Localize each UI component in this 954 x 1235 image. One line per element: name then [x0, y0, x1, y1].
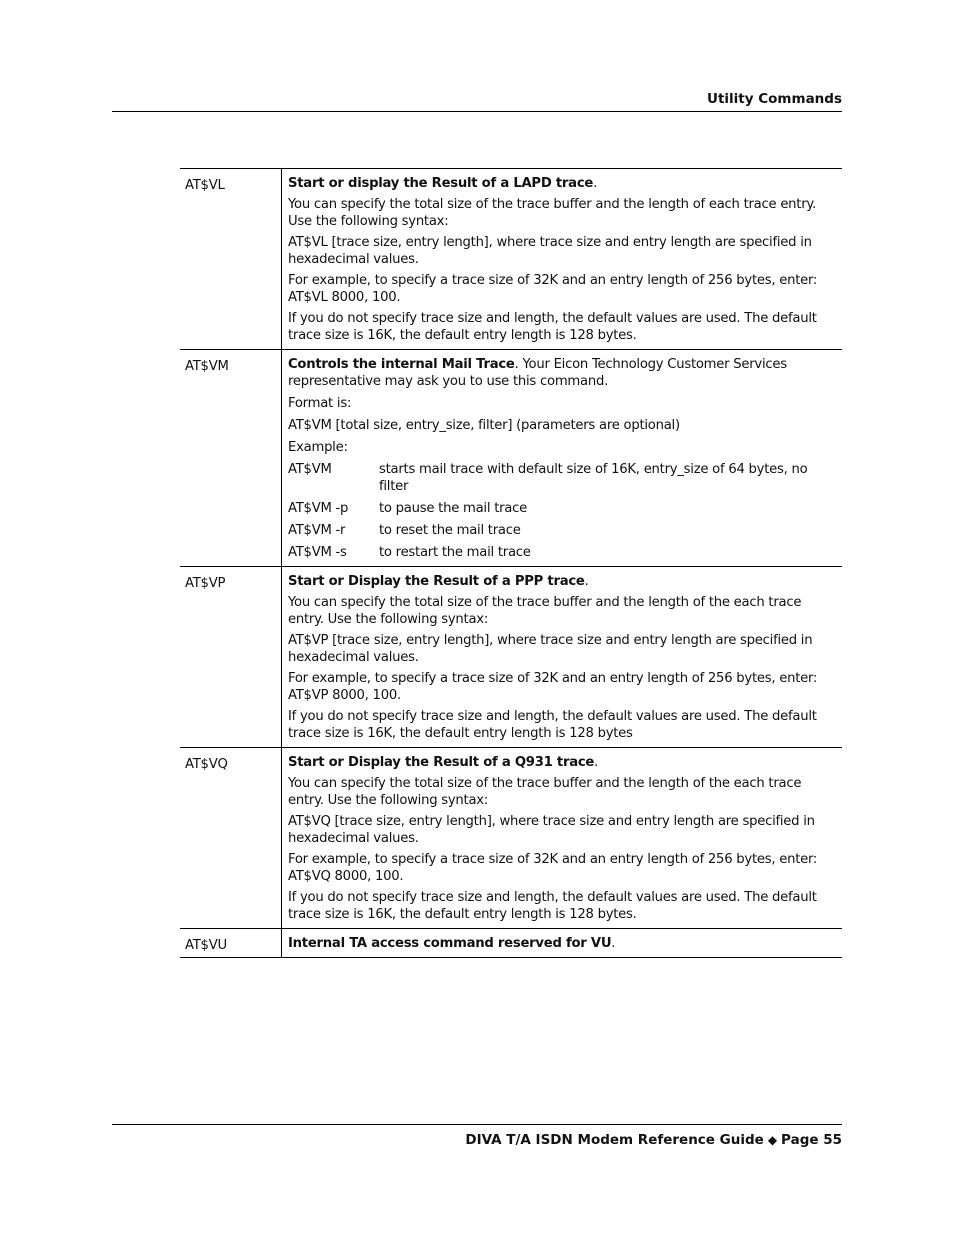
command-description: [282, 748, 843, 929]
command-summary-bold: Start or display the Result of a LAPD trace: [288, 176, 594, 191]
example-label: Example:: [288, 440, 348, 455]
running-header: Utility Commands: [707, 91, 842, 107]
example-row: [288, 544, 834, 561]
example-row: [288, 522, 834, 539]
running-footer: [465, 1132, 842, 1148]
command-summary-rest: .: [611, 936, 616, 951]
default-paragraph: If you do not specify trace size and length, the default values are used. The default trace size is 16K, the default entry length is 128 bytes.: [288, 311, 817, 343]
command-summary-bold: Start or Display the Result of a PPP trace: [288, 574, 585, 589]
command-summary-rest: .: [593, 176, 598, 191]
example-command: AT$VM -r: [288, 523, 346, 538]
example-description: to restart the mail trace: [379, 545, 531, 560]
command-table: [180, 168, 842, 958]
command-name: AT$VU: [180, 929, 282, 958]
description-paragraph: You can specify the total size of the trace buffer and the length of each trace entry. Use the following syntax:: [288, 197, 816, 229]
command-description: [282, 169, 843, 350]
example-paragraph: For example, to specify a trace size of 32K and an entry length of 256 bytes, enter: AT$VL 8000, 100.: [288, 273, 818, 305]
command-row-atvl: [180, 169, 842, 350]
command-name: AT$VQ: [180, 748, 282, 929]
command-summary: [288, 754, 834, 771]
syntax-paragraph: AT$VP [trace size, entry length], where trace size and entry length are specified in hexadecimal values.: [288, 633, 813, 665]
description-paragraph: You can specify the total size of the trace buffer and the length of the each trace entry. Use the following syntax:: [288, 595, 802, 627]
command-row-atvq: [180, 748, 842, 929]
description-paragraph: You can specify the total size of the trace buffer and the length of the each trace entry. Use the following syntax:: [288, 776, 802, 808]
command-name: AT$VM: [180, 350, 282, 567]
command-description: [282, 567, 843, 748]
guide-title: DIVA T/A ISDN Modem Reference Guide: [465, 1132, 764, 1148]
command-description: [282, 929, 843, 958]
command-summary-bold: Controls the internal Mail Trace: [288, 357, 515, 372]
command-summary-rest: .: [594, 755, 599, 770]
example-paragraph: For example, to specify a trace size of 32K and an entry length of 256 bytes, enter: AT$VP 8000, 100.: [288, 671, 818, 703]
command-summary-rest: .: [584, 574, 589, 589]
command-row-atvu: [180, 929, 842, 958]
command-row-atvp: [180, 567, 842, 748]
default-paragraph: If you do not specify trace size and length, the default values are used. The default trace size is 16K, the default entry length is 128 bytes.: [288, 890, 817, 922]
example-description: to reset the mail trace: [379, 523, 521, 538]
command-summary: [288, 935, 834, 952]
command-description: [282, 350, 843, 567]
command-summary: [288, 573, 834, 590]
footer-rule: [112, 1124, 842, 1125]
diamond-separator-icon: ◆: [767, 1133, 778, 1147]
command-summary-bold: Start or Display the Result of a Q931 trace: [288, 755, 595, 770]
example-command: AT$VM: [288, 462, 332, 477]
syntax-paragraph: AT$VQ [trace size, entry length], where trace size and entry length are specified in hexadecimal values.: [288, 814, 815, 846]
example-command: AT$VM -s: [288, 545, 347, 560]
command-summary-rest: . Your Eicon Technology Customer Services representative may ask you to use this command.: [288, 357, 787, 389]
example-description: to pause the mail trace: [379, 501, 527, 516]
command-summary: [288, 175, 834, 192]
format-label: Format is:: [288, 396, 352, 411]
command-summary-bold: Internal TA access command reserved for VU: [288, 936, 612, 951]
example-row: [288, 461, 834, 495]
command-row-atvm: [180, 350, 842, 567]
example-description: starts mail trace with default size of 16K, entry_size of 64 bytes, no filter: [379, 462, 808, 494]
page-number: Page 55: [781, 1132, 842, 1148]
header-rule: [112, 111, 842, 112]
command-name: AT$VP: [180, 567, 282, 748]
format-syntax: AT$VM [total size, entry_size, filter] (parameters are optional): [288, 418, 680, 433]
command-name: AT$VL: [180, 169, 282, 350]
example-command: AT$VM -p: [288, 501, 349, 516]
example-row: [288, 500, 834, 517]
command-summary: [288, 356, 834, 390]
example-paragraph: For example, to specify a trace size of 32K and an entry length of 256 bytes, enter: AT$VQ 8000, 100.: [288, 852, 818, 884]
default-paragraph: If you do not specify trace size and length, the default values are used. The default trace size is 16K, the default entry length is 128 bytes: [288, 709, 817, 741]
syntax-paragraph: AT$VL [trace size, entry length], where trace size and entry length are specified in hexadecimal values.: [288, 235, 812, 267]
